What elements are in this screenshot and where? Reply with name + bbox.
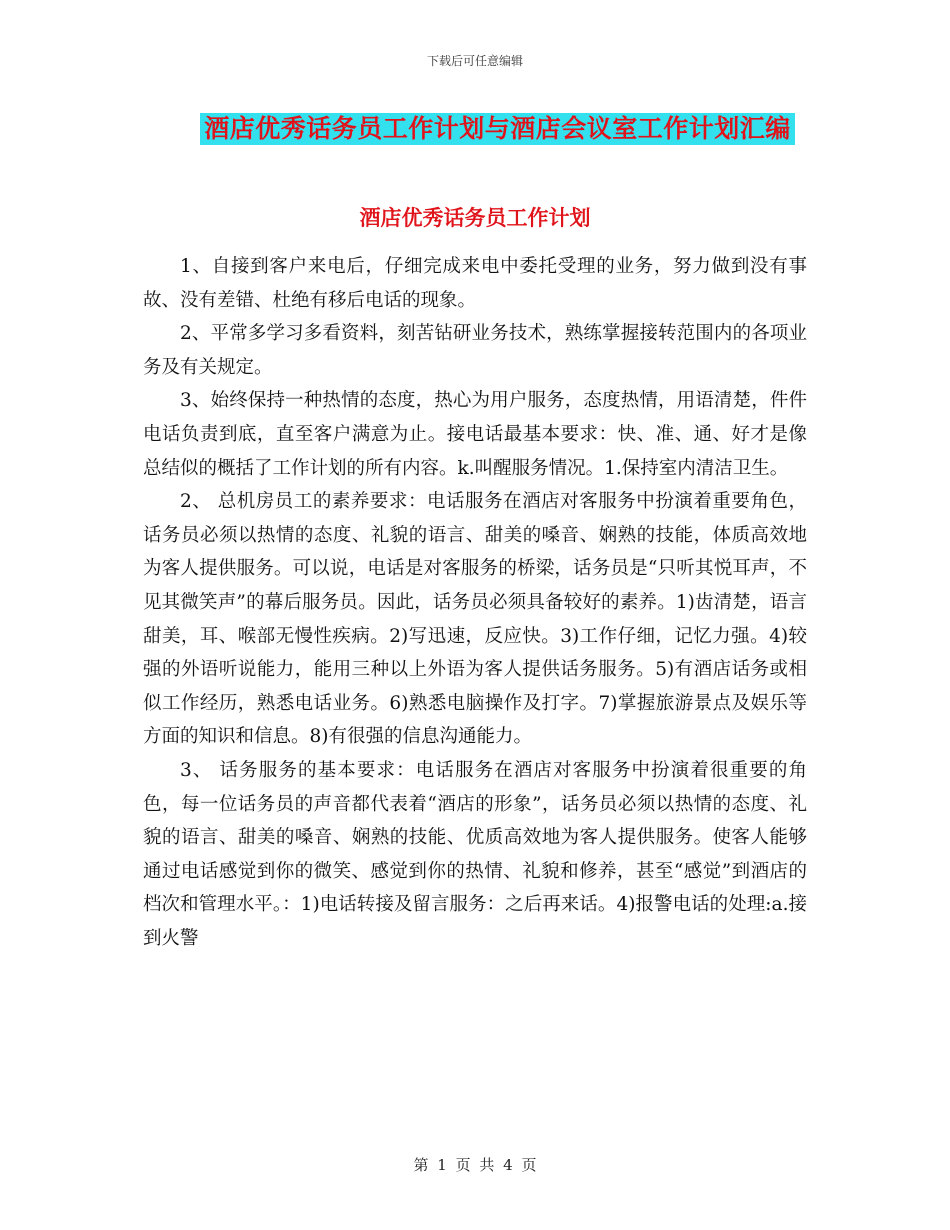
paragraph: 3、始终保持一种热情的态度，热心为用户服务，态度热情，用语清楚，件件电话负责到底，直至客户满意为止。接电话最基本要求：快、准、通、好才是像总结似的概括了工作计划的所有内容。k.叫醒服务情况。1.保持室内清洁卫生。 xyxy=(143,390,807,479)
page-header-note: 下载后可任意编辑 xyxy=(426,54,523,68)
document-title: 酒店优秀话务员工作计划与酒店会议室工作计划汇编 xyxy=(200,113,795,145)
paragraph: 3、 话务服务的基本要求：电话服务在酒店对客服务中扮演着很重要的角色，每一位话务员的声音都代表着“酒店的形象”，话务员必须以热情的态度、礼貌的语言、甜美的嗓音、娴熟的技能、优质高效地为客人提供服务。使客人能够通过电话感觉到你的微笑、感觉到你的热情、礼貌和修养，甚至“感觉”到酒店的档次和管理水平。：1)电话转接及留言服务：之后再来话。4)报警电话的处理:a.接到火警 xyxy=(143,759,807,949)
paragraph: 1、自接到客户来电后，仔细完成来电中委托受理的业务，努力做到没有事故、没有差错、杜绝有移后电话的现象。 xyxy=(143,256,807,311)
paragraph: 2、平常多学习多看资料，刻苦钻研业务技术，熟练掌握接转范围内的各项业务及有关规定。 xyxy=(143,323,807,378)
section-title: 酒店优秀话务员工作计划 xyxy=(359,205,591,230)
main-title-container xyxy=(0,113,950,145)
paragraph: 2、 总机房员工的素养要求：电话服务在酒店对客服务中扮演着重要角色，话务员必须以热情的态度、礼貌的语言、甜美的嗓音、娴熟的技能，体质高效地为客人提供服务。可以说，电话是对客服务的桥梁，话务员是“只听其悦耳声，不见其微笑声”的幕后服务员。因此，话务员必须具备较好的素养。1)齿清楚，语言甜美，耳、喉部无慢性疾病。2)写迅速，反应快。3)工作仔细，记忆力强。4)较强的外语听说能力，能用三种以上外语为客人提供话务服务。5)有酒店话务或相似工作经历，熟悉电话业务。6)熟悉电脑操作及打字。7)掌握旅游景点及娱乐等方面的知识和信息。8)有很强的信息沟通能力。 xyxy=(143,491,807,748)
page-number-footer: 第 1 页 共 4 页 xyxy=(413,1156,537,1174)
document-body xyxy=(143,250,807,955)
